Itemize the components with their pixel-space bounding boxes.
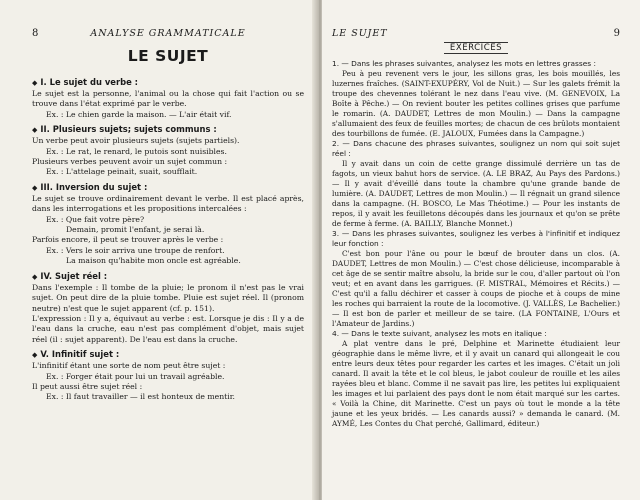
section-text: Un verbe peut avoir plusieurs sujets (sujets partiels). [32, 136, 240, 146]
right-page-number: 9 [613, 28, 620, 39]
exercise-text: Peu à peu revenent vers le jour, les sillons gras, les bois mouillés, les luzernes fraîches. (SAINT-EXUPÉRY, Vol de Nuit.) — Sur les galets frémit la troupe des chevennes tolérant le nez dans l'eau vive. (M. GENEVOIX, La Boîte à Pêche.) — On revient bouter les petites collines grises que parfume le romarin. (A. DAUDET, Lettres de mon Moulin.) — Dans la campagne s'allumaient des feux de feuilles mortes; de chacun de ces brûlots montaient des tourbillons de fumée. (E. JALOUX, Fumées dans la Campagne.) [332, 69, 620, 138]
chapter-title: LE SUJET [127, 47, 209, 65]
grammar-sections [32, 77, 304, 403]
section-text: Ex. : L'attelage peinait, suait, soufflait. [46, 167, 198, 177]
exercise-list [332, 59, 620, 429]
bullet-icon: ◆ [32, 126, 38, 135]
section-text: Ex. : Le chien garde la maison. — L'air était vif. [46, 109, 232, 119]
left-running-head: ANALYSE GRAMMATICALE [90, 28, 246, 39]
section-heading [32, 124, 304, 134]
section-text: Ex. : Forger était pour lui un travail agréable. [46, 371, 225, 381]
exercises-heading: EXERCICES [332, 43, 620, 53]
section-text: Ex. : Il faut travailler — il est honteux de mentir. [46, 392, 235, 402]
section-heading [32, 77, 304, 87]
exercise-text: Il y avait dans un coin de cette grange dissimulé derrière un tas de fagots, un vieux bahut hors de service. (A. LE BRAZ, Au Pays des Pardons.) — Il y avait d'éveillé dans toute la chambre qu'une grande bande de lumière. (A. DAUDET, Lettres de mon Moulin.) — Il régnait un grand silence dans la campagne. (H. BOSCO, Le Mas Théotime.) — Pour les instants de repos, il y avait les feuilletons découpés dans les journaux et qu'on se prête de ferme à ferme. (A. BAILLY, Blanche Monnet.) [332, 159, 620, 228]
exercise [332, 59, 620, 139]
grammar-section [32, 349, 304, 403]
section-heading-text: I. Le sujet du verbe : [40, 77, 139, 87]
section-heading [32, 271, 304, 281]
section-heading [32, 349, 304, 359]
grammar-section [32, 124, 304, 178]
section-heading-text: III. Inversion du sujet : [40, 181, 148, 192]
section-text: La maison qu'habite mon oncle est agréable. [66, 256, 241, 266]
exercise-text: C'est bon pour l'âne ou pour le bœuf de brouter dans un clos. (A. DAUDET, Lettres de mon Moulin.) — C'est chose délicieuse, incomparable à cet âge de se sentir maître absolu, la bride sur le cou, d'aller partout où l'on veut; et en avant dans les garrigues. (F. MISTRAL, Mémoires et Récits.) — C'est qu'il a fallu déchirer et casser à coups de pioche et à coups de mine les roches qui barraient la route de la locomotive. (J. VALLÈS, Le Bachelier.) — Il est bon de parler et meilleur de se taire. (LA FONTAINE, L'Ours et l'Amateur de Jardins.) [332, 249, 620, 328]
left-page [0, 0, 318, 500]
section-heading-text: IV. Sujet réel : [40, 270, 108, 281]
section-text: L'infinitif étant une sorte de nom peut être sujet : [32, 361, 226, 371]
section-text: Le sujet est la personne, l'animal ou la chose qui fait l'action ou se trouve dans l'état exprimé par le verbe. [32, 89, 304, 109]
left-page-number: 8 [32, 28, 39, 39]
grammar-section [32, 271, 304, 345]
bullet-icon: ◆ [32, 351, 38, 360]
exercise-instruction: 1. — Dans les phrases suivantes, analysez les mots en lettres grasses : [332, 59, 596, 68]
grammar-section [32, 182, 304, 267]
right-running-header [332, 28, 620, 39]
section-text: Ex. : Le rat, le renard, le putois sont nuisibles. [46, 146, 227, 156]
exercise [332, 329, 620, 429]
section-text: Plusieurs verbes peuvent avoir un sujet commun : [32, 157, 228, 167]
exercise [332, 229, 620, 329]
section-text: Demain, promit l'enfant, je serai là. [66, 225, 205, 235]
exercise [332, 139, 620, 229]
exercise-text: A plat ventre dans le pré, Delphine et Marinette étudiaient leur géographie dans le même livre, et il y avait un canard qui allongeait le cou entre leurs deux têtes pour regarder les cartes et les images. C'était un joli canard. Il avait la tête et le col bleus, le jabot couleur de rouille et les ailes rayées bleu et blanc. Comme il ne savait pas lire, les petites lui expliquaient les images et lui parlaient des pays dont le nom était marqué sur les cartes. « Voilà la Chine, dit Marinette. C'est un pays où tout le monde a la tête jaune et les yeux bridés. — Les canards aussi? » demanda le canard. (M. AYMÉ, Les Contes du Chat perché, Gallimard, éditeur.) [332, 339, 620, 428]
bullet-icon: ◆ [32, 272, 38, 281]
section-text: Ex. : Vers le soir arriva une troupe de renfort. [46, 245, 225, 255]
section-text: Le sujet se trouve ordinairement devant le verbe. Il est placé après, dans les interrogations et les propositions intercalées : [32, 193, 304, 214]
section-heading [32, 182, 304, 192]
bullet-icon: ◆ [32, 183, 38, 192]
section-heading-text: V. Infinitif sujet : [40, 349, 120, 360]
section-heading-text: II. Plusieurs sujets; sujets communs : [40, 124, 217, 135]
right-page [322, 0, 640, 500]
exercise-instruction: 2. — Dans chacune des phrases suivantes, soulignez un nom qui soit sujet réel : [332, 139, 620, 158]
right-running-head: LE SUJET [332, 28, 388, 39]
section-text: L'expression : Il y a, équivaut au verbe : est. Lorsque je dis : Il y a de l'eau dans la cruche, eau n'est pas complément d'objet, mais sujet réel (il : sujet apparent). De l'eau est dans la cruche. [32, 313, 304, 344]
bullet-icon: ◆ [32, 79, 38, 87]
grammar-section [32, 77, 304, 120]
exercise-instruction: 3. — Dans les phrases suivantes, soulignez les verbes à l'infinitif et indiquez leur fonction : [332, 229, 620, 248]
section-text: Dans l'exemple : Il tombe de la pluie; le pronom il n'est pas le vrai sujet. On peut dire de la pluie tombe. Pluie est sujet réel. Il (pronom neutre) n'est que le sujet apparent (cf. p. 151). [32, 282, 304, 313]
section-text: Ex. : Que fait votre père? [46, 214, 145, 224]
left-running-header [32, 28, 304, 39]
section-text: Il peut aussi être sujet réel : [32, 381, 143, 391]
section-text: Parfois encore, il peut se trouver après le verbe : [32, 235, 224, 245]
exercise-instruction: 4. — Dans le texte suivant, analysez les mots en italique : [332, 329, 547, 338]
